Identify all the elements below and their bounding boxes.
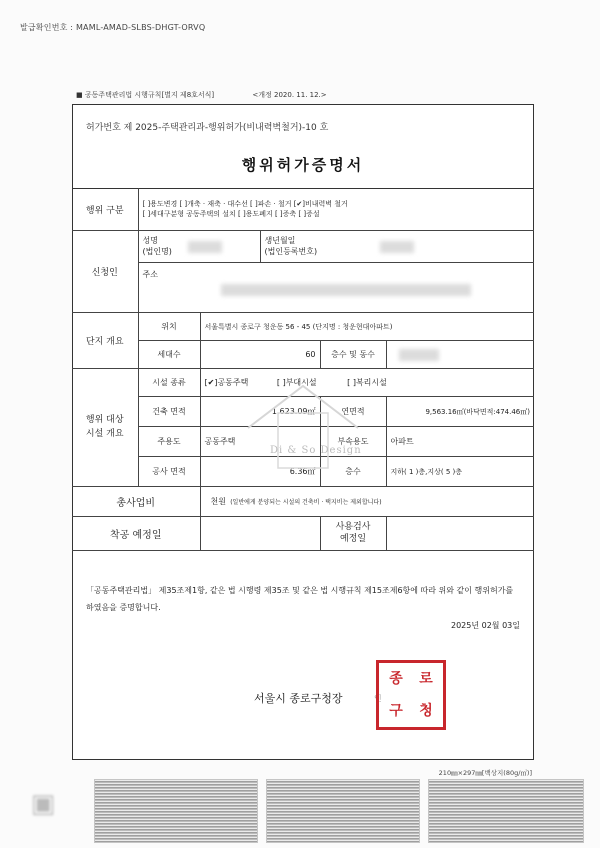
seal-char: 구 xyxy=(389,703,403,719)
watermark-text: Di & So Design xyxy=(270,445,362,456)
applicant-address-cell xyxy=(138,263,534,313)
applicant-name-label: 성명 (법인명) xyxy=(142,235,172,256)
total-cost-unit: 천원 xyxy=(210,497,226,506)
start-date-value xyxy=(200,517,320,551)
schedule-row xyxy=(72,517,534,551)
total-cost-note: (일반에게 분양되는 시설의 건축비 · 택지비는 제외합니다) xyxy=(230,499,382,506)
work-area-label: 공사 면적 xyxy=(138,457,200,487)
facility-row-4 xyxy=(72,457,534,487)
complex-floors-redacted xyxy=(399,349,439,361)
sub-use-label: 부속용도 xyxy=(320,427,386,457)
facility-type-label: 시설 종류 xyxy=(138,369,200,397)
facility-type-option-welfare: [ ]복리시설 xyxy=(347,378,387,387)
form-header xyxy=(76,90,327,100)
act-type-options-line1: [ ]용도변경 [ ]개축 · 재축 · 대수선 [ ]파손 · 철거 [✔]비내력벽 철거 xyxy=(142,200,348,209)
act-type-options xyxy=(138,189,534,231)
applicant-dob-redacted xyxy=(380,241,414,253)
floor-area-label: 연면적 xyxy=(320,397,386,427)
paper-spec: 210㎜×297㎜[백상지(80g/㎡)] xyxy=(438,769,532,777)
complex-row-2 xyxy=(72,341,534,369)
act-type-options-line2: [ ]세대구분형 공동주택의 설치 [ ]용도폐지 [ ]증축 [ ]증설 xyxy=(142,209,320,218)
complex-floors-label: 층수 및 동수 xyxy=(320,341,386,369)
issue-confirmation-number: 발급확인번호 : MAML-AMAD-SLBS-DHGT-ORVQ xyxy=(20,23,206,32)
applicant-address-label: 주소 xyxy=(142,270,158,279)
issue-date: 2025년 02월 03일 xyxy=(451,621,520,630)
main-use-label: 주용도 xyxy=(138,427,200,457)
form-rule: ■ 공동주택관리법 시행규칙[별지 제8호서식] xyxy=(76,91,215,99)
complex-floors-value xyxy=(386,341,534,369)
facility-type-option-housing: [✔]공동주택 xyxy=(204,378,249,387)
total-cost-value-cell xyxy=(200,487,534,517)
facility-type-option-ancillary: [ ]부대시설 xyxy=(276,378,317,387)
seal-char: 로 xyxy=(419,671,433,687)
seal-char: 종 xyxy=(389,671,403,687)
building-area-value: 1,623.09㎡ xyxy=(200,397,320,427)
issuer-seal-mark: 인 xyxy=(374,694,382,703)
page-title: 행위허가증명서 xyxy=(241,156,365,174)
facility-row-2 xyxy=(72,397,534,427)
households-label: 세대수 xyxy=(138,341,200,369)
floor-area-value: 9,563.16㎡(바닥면적:474.46㎡) xyxy=(386,397,534,427)
certificate-table xyxy=(72,188,534,551)
permit-number: 허가번호 제 2025-주택관리과-행위허가(비내력벽철거)-10 호 xyxy=(86,123,329,133)
complex-row-1 xyxy=(72,313,534,341)
security-barcode-3 xyxy=(428,779,584,843)
location-label: 위치 xyxy=(138,313,200,341)
applicant-name-cell xyxy=(138,231,260,263)
facility-label: 행위 대상 시설 개요 xyxy=(72,369,138,487)
act-type-row xyxy=(72,189,534,231)
building-area-label: 건축 면적 xyxy=(138,397,200,427)
seal-char: 청 xyxy=(419,703,433,719)
work-area-value: 6.36㎡ xyxy=(200,457,320,487)
location-value: 서울특별시 종로구 청운동 56 - 45 (단지명 : 청운현대아파트) xyxy=(200,313,534,341)
inspection-date-label: 사용검사 예정일 xyxy=(320,517,386,551)
applicant-name-redacted xyxy=(188,241,222,253)
sub-use-value: 아파트 xyxy=(386,427,534,457)
applicant-label: 신청인 xyxy=(72,231,138,313)
facility-type-options xyxy=(200,369,534,397)
certification-statement: 「공동주택관리법」 제35조제1항, 같은 법 시행령 제35조 및 같은 법 시행규칙 제15조제6항에 따라 위와 같이 행위허가를 하였음을 증명합니다. xyxy=(86,586,514,612)
form-revision: <개정 2020. 11. 12.> xyxy=(252,91,327,99)
act-type-label: 행위 구분 xyxy=(72,189,138,231)
total-cost-label: 총사업비 xyxy=(72,487,200,517)
applicant-row-1 xyxy=(72,231,534,263)
facility-floors-label: 층수 xyxy=(320,457,386,487)
inspection-date-value xyxy=(386,517,534,551)
complex-label: 단지 개요 xyxy=(72,313,138,369)
security-barcode-1 xyxy=(94,779,258,843)
facility-row-1 xyxy=(72,369,534,397)
applicant-dob-label: 생년월일 (법인등록번호) xyxy=(264,235,318,256)
applicant-dob-cell xyxy=(260,231,534,263)
applicant-row-2 xyxy=(72,263,534,313)
main-use-value: 공동주택 xyxy=(200,427,320,457)
barcode-logo-icon: ▣ xyxy=(30,789,56,819)
issuing-authority: 서울시 종로구청장 xyxy=(254,692,343,705)
start-date-label: 착공 예정일 xyxy=(72,517,200,551)
applicant-address-redacted xyxy=(221,284,471,296)
security-barcode-2 xyxy=(266,779,420,843)
households-value: 60 xyxy=(200,341,320,369)
facility-floors-value: 지하( 1 )층,지상( 5 )층 xyxy=(386,457,534,487)
total-cost-row xyxy=(72,487,534,517)
official-seal xyxy=(376,660,446,730)
